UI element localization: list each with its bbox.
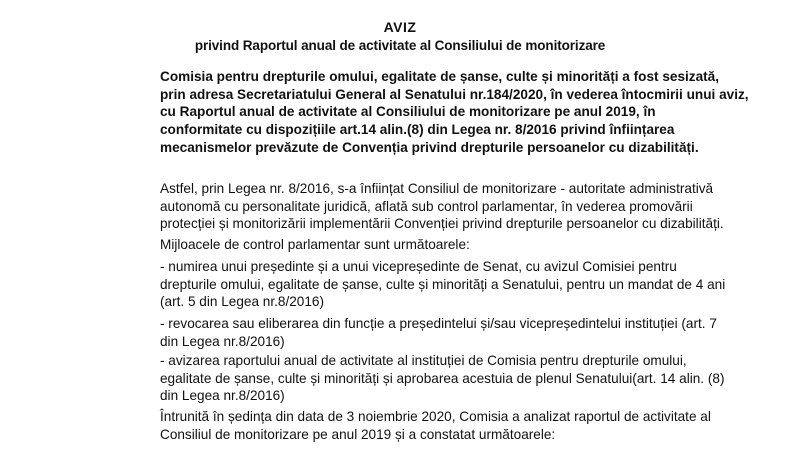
list-item-line: - avizarea raportului anual de activitate al instituției de Comisia pentru drepturile omului, bbox=[160, 353, 687, 368]
list-item-line: - revocarea sau eliberarea din funcție a președintelui și/sau vicepreședintelui instituției (art. 7 bbox=[160, 316, 717, 331]
document-subtitle: privind Raportul anual de activitate al Consiliului de monitorizare bbox=[194, 38, 606, 53]
paragraph-line: Astfel, prin Legea nr. 8/2016, s-a înființat Consiliul de monitorizare - autoritate administrativă bbox=[160, 181, 714, 196]
list-item-appointment bbox=[160, 258, 726, 311]
list-item-line: (art. 5 din Legea nr.8/2016) bbox=[160, 294, 324, 310]
intro-line: cu Raportul anual de activitate al Consiliului de monitorizare pe anul 2019, în bbox=[160, 104, 656, 120]
paragraph-line: Mijloacele de control parlamentar sunt următoarele: bbox=[160, 237, 470, 252]
list-item-revocation bbox=[160, 315, 717, 350]
paragraph-establishment bbox=[160, 180, 724, 233]
paragraph-line: protecției și monitorizării implementării Convenției privind drepturile persoanelor cu dizabilități. bbox=[160, 216, 724, 232]
paragraph-meeting bbox=[160, 408, 711, 443]
intro-line: mecanismelor prevăzute de Convenția privind drepturile persoanelor cu dizabilități. bbox=[160, 139, 699, 155]
list-item-line: - numirea unui președinte și a unui vicepreședinte de Senat, cu avizul Comisiei pentru bbox=[160, 259, 677, 274]
document-title: AVIZ bbox=[383, 19, 417, 35]
list-item-line: din Legea nr.8/2016) bbox=[160, 333, 285, 349]
list-item-line: drepturile omului, egalitate de șanse, culte și minorități a Senatului, pentru un mandat de 4 ani bbox=[160, 276, 726, 292]
intro-line: conformitate cu dispozițiile art.14 alin.(8) din Legea nr. 8/2016 privind înființarea bbox=[160, 122, 675, 138]
paragraph-control-means bbox=[160, 236, 647, 254]
paragraph-line: autonomă cu personalitate juridică, aflată sub control parlamentar, în vederea promovării bbox=[160, 198, 693, 214]
list-item-line: egalitate de șanse, culte și minorități și aprobarea acestuia de plenul Senatului(art. 14 alin. (8) bbox=[160, 370, 725, 386]
intro-line: Comisia pentru drepturile omului, egalitate de șanse, culte și minorități a fost sesizată, bbox=[160, 69, 719, 84]
intro-paragraph bbox=[160, 68, 749, 156]
paragraph-line: Consiliul de monitorizare pe anul 2019 și a constatat următoarele: bbox=[160, 426, 556, 442]
intro-line: prin adresa Secretariatului General al Senatului nr.184/2020, în vederea întocmirii unui aviz, bbox=[160, 86, 749, 102]
list-item-line: din Legea nr.8/2016) bbox=[160, 388, 285, 404]
paragraph-line: Întrunită în ședința din data de 3 noiembrie 2020, Comisia a analizat raportul de activitate al bbox=[160, 409, 711, 424]
list-item-report-approval bbox=[160, 352, 725, 405]
